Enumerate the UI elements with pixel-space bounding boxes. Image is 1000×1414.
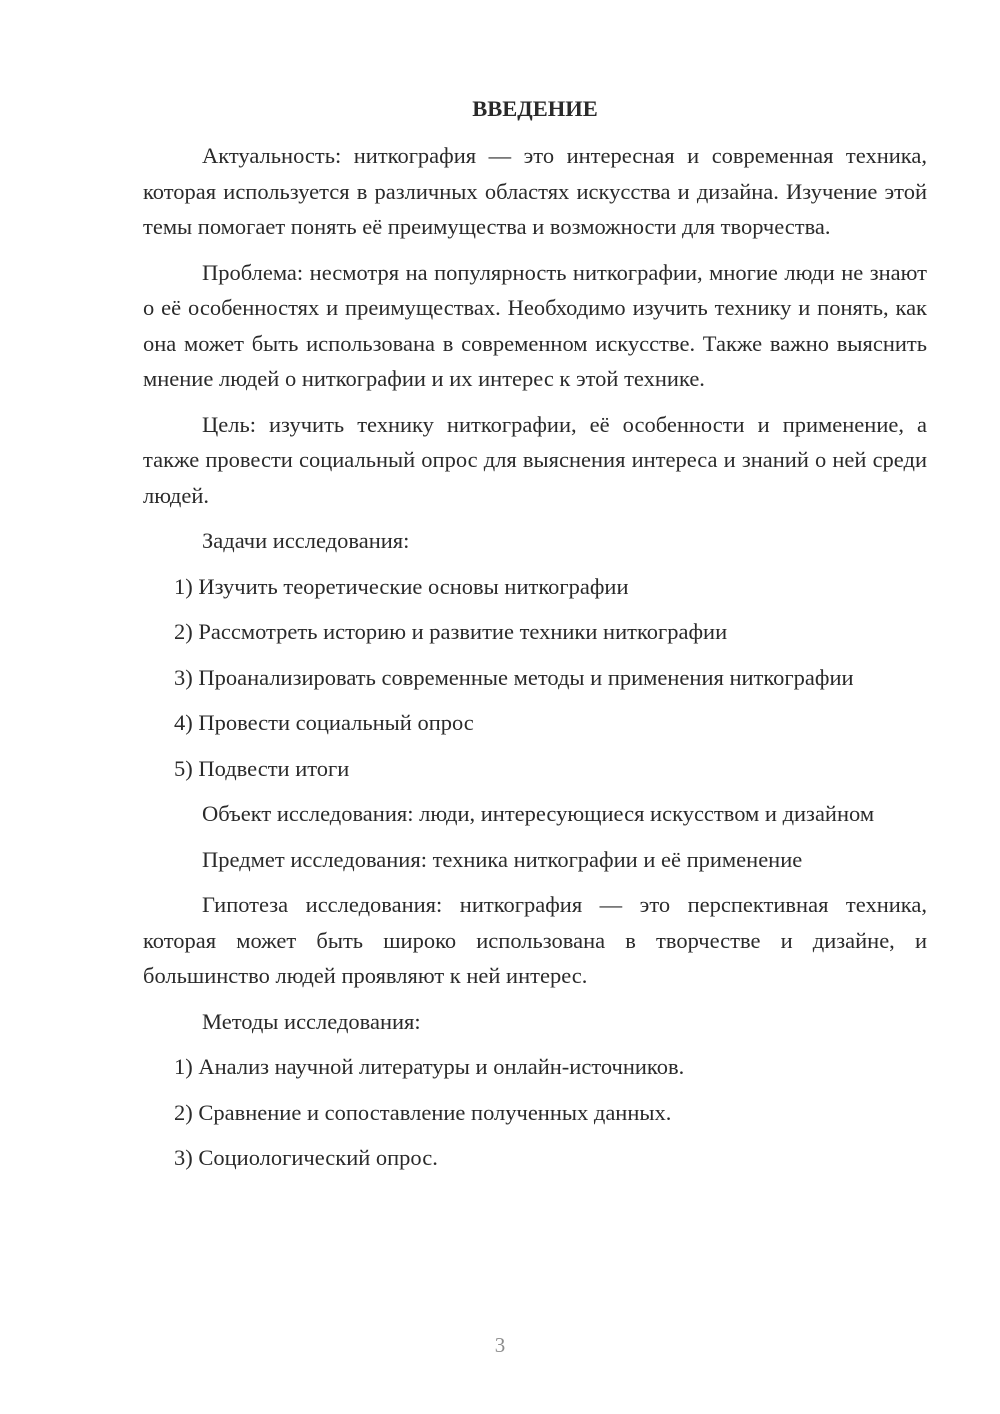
subject-paragraph: Предмет исследования: техника ниткографии и её применение (202, 846, 803, 872)
methods-heading: Методы исследования: (202, 1008, 421, 1034)
relevance-paragraph: Актуальность: ниткография — это интересная и современная техника, которая используется в различных областях искусства и дизайна. Изучение этой темы помогает понять её преимущества и возможности для творчества. (143, 143, 927, 239)
problem-paragraph: Проблема: несмотря на популярность ниткографии, многие люди не знают о её особенностях и преимуществах. Необходимо изучить технику и понять, как она может быть использована в современном искусстве. Также важно выяснить мнение людей о ниткографии и их интерес к этой технике. (143, 259, 927, 391)
task-item-1: 1) Изучить теоретические основы ниткографии (174, 573, 629, 599)
object-paragraph: Объект исследования: люди, интересующиеся искусством и дизайном (202, 801, 875, 826)
method-item-1: 1) Анализ научной литературы и онлайн-источников. (174, 1054, 685, 1079)
task-item-4: 4) Провести социальный опрос (174, 710, 474, 735)
task-item-2: 2) Рассмотреть историю и развитие техники ниткографии (174, 619, 728, 644)
task-item-3: 3) Проанализировать современные методы и применения ниткографии (174, 664, 854, 690)
method-item-2: 2) Сравнение и сопоставление полученных данных. (174, 1099, 672, 1125)
hypothesis-paragraph: Гипотеза исследования: ниткография — это перспективная техника, которая может быть широко использована в творчестве и дизайне, и большинство людей проявляют к ней интерес. (143, 892, 927, 988)
page-content (143, 91, 927, 1186)
page-number: 3 (494, 1333, 506, 1357)
section-title: ВВЕДЕНИЕ (472, 96, 598, 121)
tasks-heading: Задачи исследования: (202, 528, 410, 553)
task-item-5: 5) Подвести итоги (174, 755, 350, 781)
goal-paragraph: Цель: изучить технику ниткографии, её особенности и применение, а также провести социальный опрос для выяснения интереса и знаний о ней среди людей. (143, 411, 927, 508)
method-item-3: 3) Социологический опрос. (174, 1145, 438, 1170)
